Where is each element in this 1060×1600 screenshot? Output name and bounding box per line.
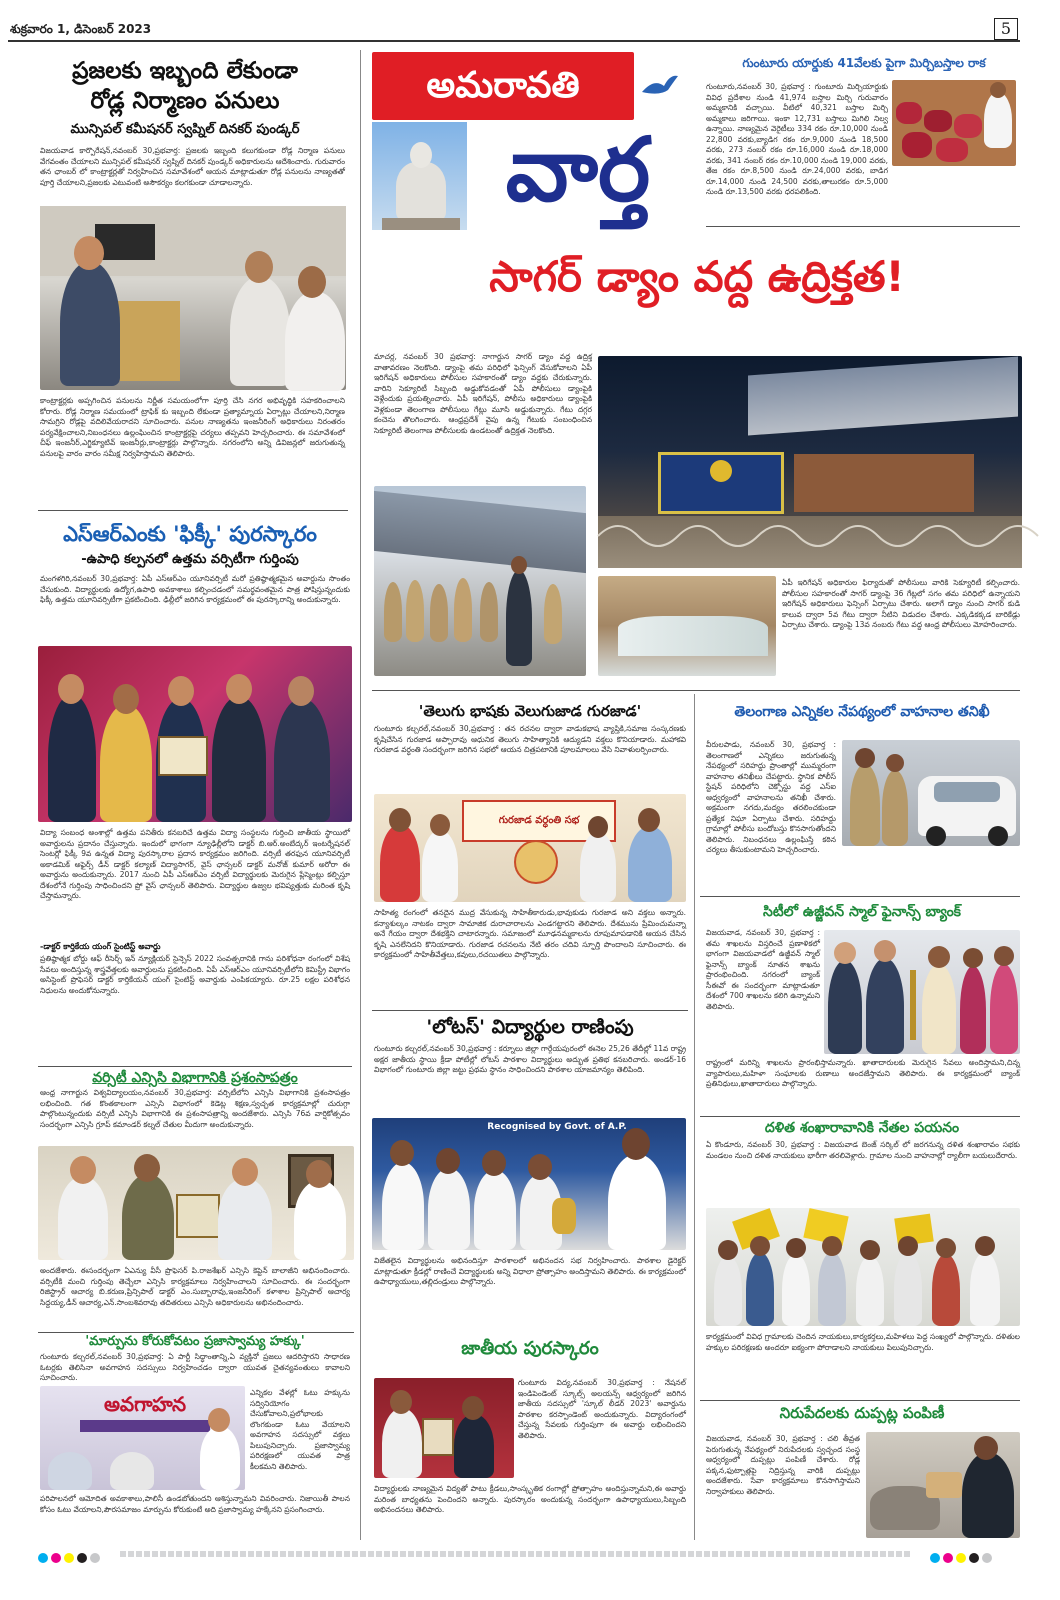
vote-lead-text: గుంటూరు కల్చరల్,నవంబర్ 30,ప్రభవార్త: ఏ పార్టీ సిద్ధాంతాన్ని,ఏ వ్యక్తినో ప్రజలు ఆదరిస్తారని సాధారణ ఓటర్లకు తెలిసినా అవగాహన సదస్సులు నిర్వహించడం ద్వారా యువత చైతన్యవంతులు కావాలని సూచించారు. (40, 1352, 350, 1382)
gurajada-banner-text: గురజాడ వర్ధంతి సభ (462, 800, 616, 842)
dam-caption-text: ఏపీ ఇరిగేషన్ అధికారుల ఫిర్యాదుతో పోలీసులు వారికి సెక్యూరిటీ కల్పించారు. పోలీసుల సహకారంతో సాగర్ డ్యాంపై 36 గేట్లలో సగం తమ పరిధిలో ఉన్నాయని ఇరిగేషన్ అధికారులు ఫెన్సింగ్ ఏర్పాటు చేశారు. అలాగే డ్యాం నుంచి సాగర్ కుడి కాలువ ద్వారా 5వ గేటు ద్వారా నీటిని విడుదల చేశారు. ఎక్కడికక్కడ బారికేడ్లు ఏర్పాటు చేశారు. డ్యాంపై 13వ నంబరు గేటు వద్ద ఆంధ్ర పోలీసులు మోహరించారు. (782, 578, 1020, 629)
dalit-rally-photo (706, 1208, 1020, 1326)
roads-headline-1: ప్రజలకు ఇబ్బంది లేకుండా (72, 58, 298, 84)
award-photo (374, 1378, 514, 1478)
dalit-body-text: ఏ కొండూరు, నవంబర్ 30, ప్రభవార్త : విజయవాడ బెంజ్ సర్కిల్ లో జరగనున్న దళిత శంఖారావం సభకు మండలం నుంచి దళిత నాయకులు భారీగా తరలివెళ్లారు. గ్రామాల నుంచి వాహనాల్లో ర్యాలీగా బయలుదేరారు. (706, 1140, 1020, 1160)
bank-headline: సిటీలో ఉజ్జీవన్ స్మాల్ ఫైనాన్స్ బ్యాంక్ (763, 904, 961, 920)
registration-bar (120, 1551, 910, 1557)
vote-seminar-photo (40, 1386, 245, 1490)
lotus-body-text: విజేతలైన విద్యార్థులను అభినందిస్తూ పాఠశాలలో అభినందన సభ నిర్వహించారు. పాఠశాల డైరెక్టర్ మాట్లాడుతూ క్రీడల్లో రాణించే విద్యార్థులకు అన్ని విధాలా ప్రోత్సాహం అందిస్తామని తెలిపారు. ఈ కార్యక్రమంలో ఉపాధ్యాయులు,తల్లిదండ్రులు పాల్గొన్నారు. (374, 1256, 686, 1286)
award-headline: జాతీయ పురస్కారం (461, 1338, 599, 1359)
bank-body-text: విజయవాడ, నవంబర్ 30, ప్రభవార్త : తమ శాఖలను విస్తరించే ప్రణాళికలో భాగంగా విజయవాడలో ఉజ్జీవన్ స్మాల్ ఫైనాన్స్ బ్యాంక్ నూతన శాఖను ప్రారంభించింది. నగరంలో బ్యాంక్ సీఈవో ఈ సందర్భంగా మాట్లాడుతూ దేశంలో 700 శాఖలను కలిగి ఉన్నామని తెలిపారు. (706, 928, 820, 1011)
buddha-statue-icon (372, 122, 467, 230)
registration-dot (90, 1553, 100, 1563)
dalit-body-text-2: కార్యక్రమంలో వివిధ గ్రామాలకు చెందిన నాయకులు,కార్యకర్తలు,మహిళలు పెద్ద సంఖ్యలో పాల్గొన్నారు. దళితుల హక్కుల పరిరక్షణకు అందరూ ఐక్యంగా పోరాడాలని నాయకులు పిలుపునిచ్చారు. (706, 1332, 1020, 1352)
blankets-headline: నిరుపేదలకు దుప్పట్ల పంపిణీ (779, 1404, 945, 1422)
srm-subhead: -ఉపాధి కల్పనలో ఉత్తమ వర్సిటీగా గుర్తింపు (81, 552, 299, 567)
ncc-body-text-2: అందజేశారు. ఈసందర్భంగా ఏఎన్యు వీసీ ప్రొఫెసర్ పి.రాజశేఖర్ ఎన్సిసి కెప్టెన్ బాలాజీని అభినందించారు. వర్సిటీకి మంచి గుర్తింపు తెచ్చేలా ఎన్సిసి కార్యక్రమాలు నిర్వహించాలని సూచించారు. ఈ సందర్భంగా రిజిస్ట్రార్ ఆచార్య బి.కరుణ,ప్రిన్సిపాల్ డాక్టర్ ఎం.సుబ్బారావు,ఇంజనీరింగ్ కళాశాల ప్రిన్సిపాల్ ఆచార్య సిద్దయ్య,డీన్ ఆచార్య,ఎన్.సాంబశివరావు తదితరులు ఎన్సిసి అధికారులను అభినందించారు. (40, 1266, 350, 1307)
dalit-headline: దళిత శంఖారావానికి నేతల పయనం (764, 1120, 960, 1136)
ncc-headline: వర్సిటీ ఎన్సిసి విభాగానికి ప్రశంసాపత్రం (92, 1070, 298, 1086)
gurajada-body-text: సాహిత్య రంగంలో తనదైన ముద్ర వేసుకున్న సాహితీకారుడు,భావుకుడు గురజాడ అని వక్తలు అన్నారు. కన్యాశుల్కం నాటకం ద్వారా సామాజిక దురాచారాలను ఎండగట్టారని తెలిపారు. దేశమును ప్రేమించుమన్నా అనే గేయం ద్వారా దేశభక్తిని చాటారన్నారు. సమాజంలో మూఢనమ్మకాలను రూపుమాపడానికి ఆయన చేసిన కృషి ఎనలేనిదని కొనియాడారు. గురజాడ రచనలను నేటి తరం చదివి స్ఫూర్తి పొందాలని సూచించారు. ఈ కార్యక్రమంలో సాహితీవేత్తలు,కవులు,రచయితలు పాల్గొన్నారు. (374, 908, 686, 959)
vehicles-body-text: వీరులపాడు, నవంబర్ 30, ప్రభవార్త : తెలంగాణలో ఎన్నికలు జరుగుతున్న నేపథ్యంలో సరిహద్దు ప్రాంతాల్లో ముమ్మరంగా వాహనాల తనిఖీలు చేపట్టారు. స్థానిక పోలీస్ స్టేషన్ పరిధిలోని చెక్పోస్టు వద్ద ఎస్ఐ ఆధ్వర్యంలో వాహనాలను తనిఖీ చేశారు. అక్రమంగా నగదు,మద్యం తరలించకుండా ప్రత్యేక నిఘా ఏర్పాటు చేశారు. సరిహద్దు గ్రామాల్లో పోలీసు బందోబస్తు కొనసాగుతోందని తెలిపారు. నిబంధనలు ఉల్లంఘిస్తే కఠిన చర్యలు తీసుకుంటామని హెచ్చరించారు. (706, 740, 836, 854)
dam-body-text: మాచర్ల, నవంబర్ 30 ప్రభవార్త: నాగార్జున సాగర్ డ్యాం వద్ద ఉద్రిక్త వాతావరణం నెలకొంది. డ్యాంపై తమ పరిధిలో ఫెన్సింగ్ వేసుకోవాలని ఏపీ ఇరిగేషన్ అధికారులు పోలీసుల సహకారంతో డ్యాం వద్దకు చేరుకున్నారు. వారిని సెక్యూరిటీ సిబ్బంది అడ్డుకోవడంతో ఏపీ పోలీసులు డ్యాంపైకి వెళ్లేందుకు ప్రయత్నించారు. ఏపీ ఇరిగేషన్, పోలీసు అధికారులు డ్యాంపైకి వెళ్లకుండా తెలంగాణ పోలీసులు గేట్లు మూసి అడ్డుకున్నారు. గేటు దగ్గర కంచెను తొలగించారు. ఆంధ్రప్రదేశ్ వైపు ఉన్న గేటుకు సంబంధించిన సెక్యూరిటీ తెలంగాణ పోలీసులకు ఉండటంతో ఉద్రిక్తత నెలకొంది. (374, 352, 592, 435)
vote-body-text: ఎన్నికల వేళల్లో ఓటు హక్కును సద్వినియోగం చేసుకోవాలని,ప్రలోభాలకు లొంగకుండా ఓటు వేయాలని అవగాహన సదస్సులో వక్తలు పిలుపునిచ్చారు. ప్రజాస్వామ్య పరిరక్షణలో యువత పాత్ర కీలకమని తెలిపారు. (250, 1388, 350, 1471)
roads-headline-2: రోడ్ల నిర్మాణం పనులు (90, 88, 280, 114)
vote-banner-text: అవగాహన (103, 1392, 187, 1416)
issue-date: శుక్రవారం 1, డిసెంబర్ 2023 (10, 22, 152, 36)
vehicles-checkpost-photo (842, 740, 1020, 846)
registration-dot (969, 1553, 979, 1563)
dam-night-photo (598, 356, 1022, 568)
registration-marks-left (38, 1548, 100, 1560)
registration-dot (77, 1553, 87, 1563)
srm-body-text-2: ప్రతిష్ఠాత్మక బోర్డు ఆఫ్ రీసెర్చ్ ఇన్ న్యూక్లియర్ సైన్సెస్ 2022 సంవత్సరానికి గాను పరిశోధనా రంగంలో విశేష సేవలు అందిస్తున్న శాస్త్రవేత్తలకు అవార్డులను ప్రకటించింది. ఏపీ ఎస్ఆర్ఎం యూనివర్సిటీలోని కెమిస్ట్రీ విభాగం అసిస్టెంట్ ప్రొఫెసర్ డాక్టర్ కార్తికేయన్ యంగ్ సైంటిస్ట్ అవార్డుకు ఎంపికయ్యారు. రూ.25 లక్షల పరిశోధన నిధులను అందుకోనున్నారు. (40, 954, 350, 995)
dam-police-photo (374, 486, 586, 676)
registration-dot (51, 1553, 61, 1563)
roads-body-text: కాంట్రాక్టర్లకు అప్పగించిన పనులను నిర్ణీత సమయంలోగా పూర్తి చేసి నగర అభివృద్ధికి సహకరించాలని కోరారు. రోడ్ల నిర్మాణ సమయంలో ట్రాఫిక్ కు ఇబ్బంది లేకుండా ప్రత్యామ్నాయ ఏర్పాట్లు చేయాలని,నిర్మాణ సామగ్రిని రోడ్లపై వదిలివేయరాదని సూచించారు. పనుల నాణ్యతను ఇంజనీరింగ్ అధికారులు నిరంతరం పర్యవేక్షించాలని,నిబంధనలు ఉల్లంఘించిన కాంట్రాక్టర్లపై చర్యలు తప్పవని హెచ్చరించారు. ఈ సమావేశంలో చీఫ్ ఇంజనీర్,ఎగ్జిక్యూటివ్ ఇంజనీర్లు,కాంట్రాక్టర్లు పాల్గొన్నారు. నగరంలోని అన్ని డివిజన్లలో జరుగుతున్న పనులపై వారం వారం సమీక్ష నిర్వహిస్తామని తెలిపారు. (40, 396, 345, 458)
srm-headline: ఎస్ఆర్ఎంకు 'ఫిక్కీ' పురస్కారం (63, 522, 317, 546)
masthead-line2: వార్త (505, 118, 651, 221)
srm-box-subhead: -డాక్టర్ కార్తికేయ యంగ్ సైంటిస్ట్ అవార్డు (40, 942, 161, 951)
blankets-distribution-photo (866, 1432, 1020, 1538)
gurajada-event-photo (374, 794, 686, 902)
lotus-students-photo (372, 1118, 686, 1250)
award-body-text: గుంటూరు విద్య,నవంబర్ 30,ప్రభవార్త : నేషనల్ ఇండిపెండెంట్ స్కూల్స్ అలయన్స్ ఆధ్వర్యంలో జరిగిన జాతీయ సదస్సులో 'స్కూల్ లీడర్ 2023' అవార్డును పాఠశాల కరస్పాండెంట్ అందుకున్నారు. విద్యారంగంలో చేస్తున్న సేవలకు గుర్తింపుగా ఈ అవార్డు లభించిందని తెలిపారు. (518, 1378, 686, 1440)
vehicles-body-tail (706, 850, 1020, 890)
srm-lead-text: మంగళగిరి,నవంబర్ 30,ప్రభవార్త: ఏపీ ఎస్ఆర్ఎం యూనివర్సిటీ మరో ప్రతిష్ఠాత్మకమైన అవార్డును సొంతం చేసుకుంది. విద్యార్థులకు ఉద్యోగ,ఉపాధి అవకాశాలు కల్పించడంలో సమర్థవంతమైన పాత్ర పోషిస్తున్నందుకు ఫిక్కీ ఉత్తమ యూనివర్సిటీగా ప్రకటించింది. ఢిల్లీలో జరిగిన కార్యక్రమంలో ఈ పురస్కారాన్ని అందుకున్నారు. (40, 574, 350, 604)
ncc-certificate-photo (38, 1146, 354, 1260)
masthead-line1: అమరావతి (426, 65, 580, 106)
registration-dot (943, 1553, 953, 1563)
registration-dot (982, 1553, 992, 1563)
dove-icon (640, 72, 680, 98)
vehicles-headline: తెలంగాణ ఎన్నికల నేపథ్యంలో వాహనాల తనిఖీ (734, 704, 990, 720)
registration-dot (930, 1553, 940, 1563)
srm-body-text: విద్యా సంబంధ అంశాల్లో ఉత్తమ పనితీరు కనబరిచే ఉత్తమ విద్యా సంస్థలను గుర్తించి జాతీయ స్థాయిలో అవార్డులను ప్రదానం చేస్తున్నారు. ఇందులో భాగంగా న్యూఢిల్లీలోని డాక్టర్ బి.ఆర్.అంబేద్కర్ ఇంటర్నేషనల్ సెంటర్లో ఫిక్కీ 9వ ఉన్నత విద్యా పురస్కారాల ప్రదాన కార్యక్రమం జరిగింది. వర్సిటీ తరఫున యూనివర్సిటీ అకాడమిక్ అఫైర్స్ డీన్ డాక్టర్ కల్యాణ్ విద్యాసాగర్, వైస్ ఛాన్సలర్ డాక్టర్ మనోజ్ కుమార్ అరోరా ఈ అవార్డును అందుకున్నారు. 2017 నుంచి ఏపీ ఎస్ఆర్ఎం వర్సిటీ విద్యార్థులకు మెరుగైన ప్లేస్మెంట్లు కల్పిస్తూ దేశంలోనే గుర్తింపు సాధించిందని ప్రో వైస్ ఛాన్సలర్ తెలిపారు. విద్యార్థుల ఉజ్వల భవిష్యత్తుకు మరింత కృషి చేస్తామన్నారు. (40, 828, 350, 900)
lotus-banner-text: Recognised by Govt. of A.P. (487, 1122, 627, 1132)
roads-lead-text: విజయవాడ కార్పొరేషన్,నవంబర్ 30,ప్రభవార్త: ప్రజలకు ఇబ్బంది కలుగకుండా రోడ్ల నిర్మాణ పనులు వేగవంతం చేయాలని మున్సిపల్ కమీషనర్ స్వప్నిల్ దినకర్ పుండ్కర్ అధికారులను ఆదేశించారు. గురువారం తన ఛాంబర్ లో కాంట్రాక్టర్లతో నిర్వహించిన సమావేశంలో ఆయన మాట్లాడుతూ రోడ్ల పనులను నాణ్యతతో పూర్తి చేయాలని,ప్రజలకు ఎటువంటి అసౌకర్యం కలగకుండా చూడాలన్నారు. (40, 146, 345, 187)
chilli-body-tail (706, 146, 888, 226)
masthead-logo (372, 52, 692, 230)
blankets-body-text: విజయవాడ, నవంబర్ 30, ప్రభవార్త : చలి తీవ్రత పెరుగుతున్న నేపథ్యంలో నిరుపేదలకు స్వచ్ఛంద సంస్థ ఆధ్వర్యంలో దుప్పట్లు పంపిణీ చేశారు. రోడ్ల పక్కన,ఫుట్పాత్లపై నిద్రిస్తున్న వారికి దుప్పట్లు అందజేశారు. సేవా కార్యక్రమాలు కొనసాగిస్తామని నిర్వాహకులు తెలిపారు. (706, 1434, 860, 1496)
registration-dot (38, 1553, 48, 1563)
chilli-headline: గుంటూరు యార్డుకు 41వేలకు పైగా మిర్చిబస్తాల రాక (742, 56, 986, 70)
gurajada-lead-text: గుంటూరు కల్చరల్,నవంబర్ 30,ప్రభవార్త : తన రచనల ద్వారా వాడుకభాష వ్యాప్తికి,సమాజ సంస్కరణకు కృషిచేసిన గురజాడ అప్పారావు ఆధునిక తెలుగు సాహిత్యానికి ఆద్యుడని వక్తలు కొనియాడారు. మహాకవి గురజాడ వర్ధంతి సందర్భంగా జరిగిన సభలో ఆయన చిత్రపటానికి పూలమాలలు వేసి నివాళులర్పించారు. (374, 724, 686, 754)
page-number: 5 (994, 18, 1018, 40)
lotus-lead-text: గుంటూరు కల్చరల్,నవంబర్ 30,ప్రభవార్త : కర్నూలు జిల్లా గార్గేయపురంలో ఈనెల 25,26 తేదీల్లో 11వ రాష్ట్ర అక్షర జాతీయ స్థాయి క్రీడా పోటీల్లో లోటస్ పాఠశాల విద్యార్థులు అద్భుత ప్రతిభ కనబరిచారు. అండర్-16 విభాగంలో గుంటూరు జిల్లా జట్టు ప్రథమ స్థానం సాధించిందని పాఠశాల యాజమాన్యం తెలిపింది. (374, 1044, 686, 1074)
dam-spillway-photo (598, 576, 776, 676)
chilli-body-text: గుంటూరు,నవంబర్ 30, ప్రభవార్త : గుంటూరు మిర్చియార్డుకు వివిధ ప్రదేశాల నుండి 41,974 బస్తాల మిర్చి గురువారం అమ్మకానికి వచ్చాయి. వీటిలో 40,321 బస్తాల మిర్చి అమ్మకాలు జరిగాయి. ఇంకా 12,731 బస్తాలు మిగిలి నిల్వ ఉన్నాయి. నాణ్యమైన వెరైటీలు 334 రకం రూ.10,000 నుండి 22,800 వరకు,బ్యాడిగ రకం రూ.9,000 నుండి 18,500 వరకు, 273 నంబర్ రకం రూ.16,000 నుండి రూ.18,000 వరకు, 341 నంబర్ రకం రూ.10,000 నుండి 19,000 వరకు, తేజ రకం రూ.8,500 నుండి రూ.24,000 వరకు, బాడిగ రూ.14,000 నుండి 24,500 వరకు,తాలురకం రూ.5,000 నుండి రూ.13,500 వరకు ధరపలికింది. (706, 82, 888, 196)
vote-tail-text: పరిపాలనలో ఆమోదిత అవకాశాలు,పాలిసీ ఉండబోతుందని ఆశిస్తున్నామని వివరించారు. నిజాయితీ పాలన కోసం ఓటు వేయాలని,పౌరసమాజం మార్పును కోరుకుంటే అది ప్రజాస్వామ్య హక్కేనని ప్రసంగించారు. (40, 1494, 350, 1514)
vote-headline: 'మార్పును కోరుకోవటం ప్రజాస్వామ్య హక్కు' (85, 1334, 305, 1349)
ncc-body-text: ఆంధ్ర నాగార్జున విశ్వవిద్యాలయం,నవంబర్ 30,ప్రభవార్త: వర్సిటీలోని ఎన్సిసి విభాగానికి ప్రశంసాపత్రం లభించింది. గత కొంతకాలంగా ఎన్సిసి విభాగంలో కెడెట్ల శిక్షణ,స్వచ్ఛత కార్యక్రమాల్లో చురుగ్గా పాల్గొంటున్నందుకు వర్సిటీ ఎన్సిసి విభాగానికి ఈ ప్రశంసాపత్రాన్ని అందజేశారు. ఎన్సిసి 76వ వార్షికోత్సవం సందర్భంగా ఎన్సిసి గ్రూప్ కమాండర్ కల్నల్ చేతుల మీదుగా అందుకున్నారు. (40, 1088, 350, 1129)
main-headline: సాగర్ డ్యాం వద్ద ఉద్రిక్తత! (489, 252, 905, 301)
bank-body-text-2: రాష్ట్రంలో మరిన్ని శాఖలను ప్రారంభిస్తామన్నారు. ఖాతాదారులకు మెరుగైన సేవలు అందిస్తామని,చిన్న వ్యాపారులు,మహిళా సంఘాలకు రుణాలు అందజేస్తామని తెలిపారు. ఈ కార్యక్రమంలో బ్యాంక్ ప్రతినిధులు,ఖాతాదారులు పాల్గొన్నారు. (706, 1058, 1020, 1088)
registration-dot (956, 1553, 966, 1563)
chilli-bags-photo (892, 80, 1016, 166)
registration-dot (64, 1553, 74, 1563)
registration-marks-right (930, 1548, 992, 1560)
bank-inauguration-photo (824, 930, 1020, 1054)
roads-meeting-photo (40, 206, 346, 390)
roads-subhead: మున్సిపల్ కమీషనర్ స్వప్నిల్ దినకర్ పుండ్కర్ (70, 122, 300, 137)
award-body-text-2: విద్యార్థులకు నాణ్యమైన విద్యతో పాటు క్రీడలు,సాంస్కృతిక రంగాల్లో ప్రోత్సాహం అందిస్తున్నామని,ఈ అవార్డు మరింత బాధ్యతను పెంచిందని అన్నారు. పురస్కారం అందుకున్న సందర్భంగా ఉపాధ్యాయులు,సిబ్బంది అభినందనలు తెలిపారు. (374, 1484, 686, 1514)
lotus-headline: 'లోటస్' విద్యార్థుల రాణింపు (426, 1016, 634, 1038)
srm-award-photo (38, 646, 352, 822)
gurajada-headline: 'తెలుగు భాషకు వెలుగుజాడ గురజాడ' (418, 702, 642, 720)
